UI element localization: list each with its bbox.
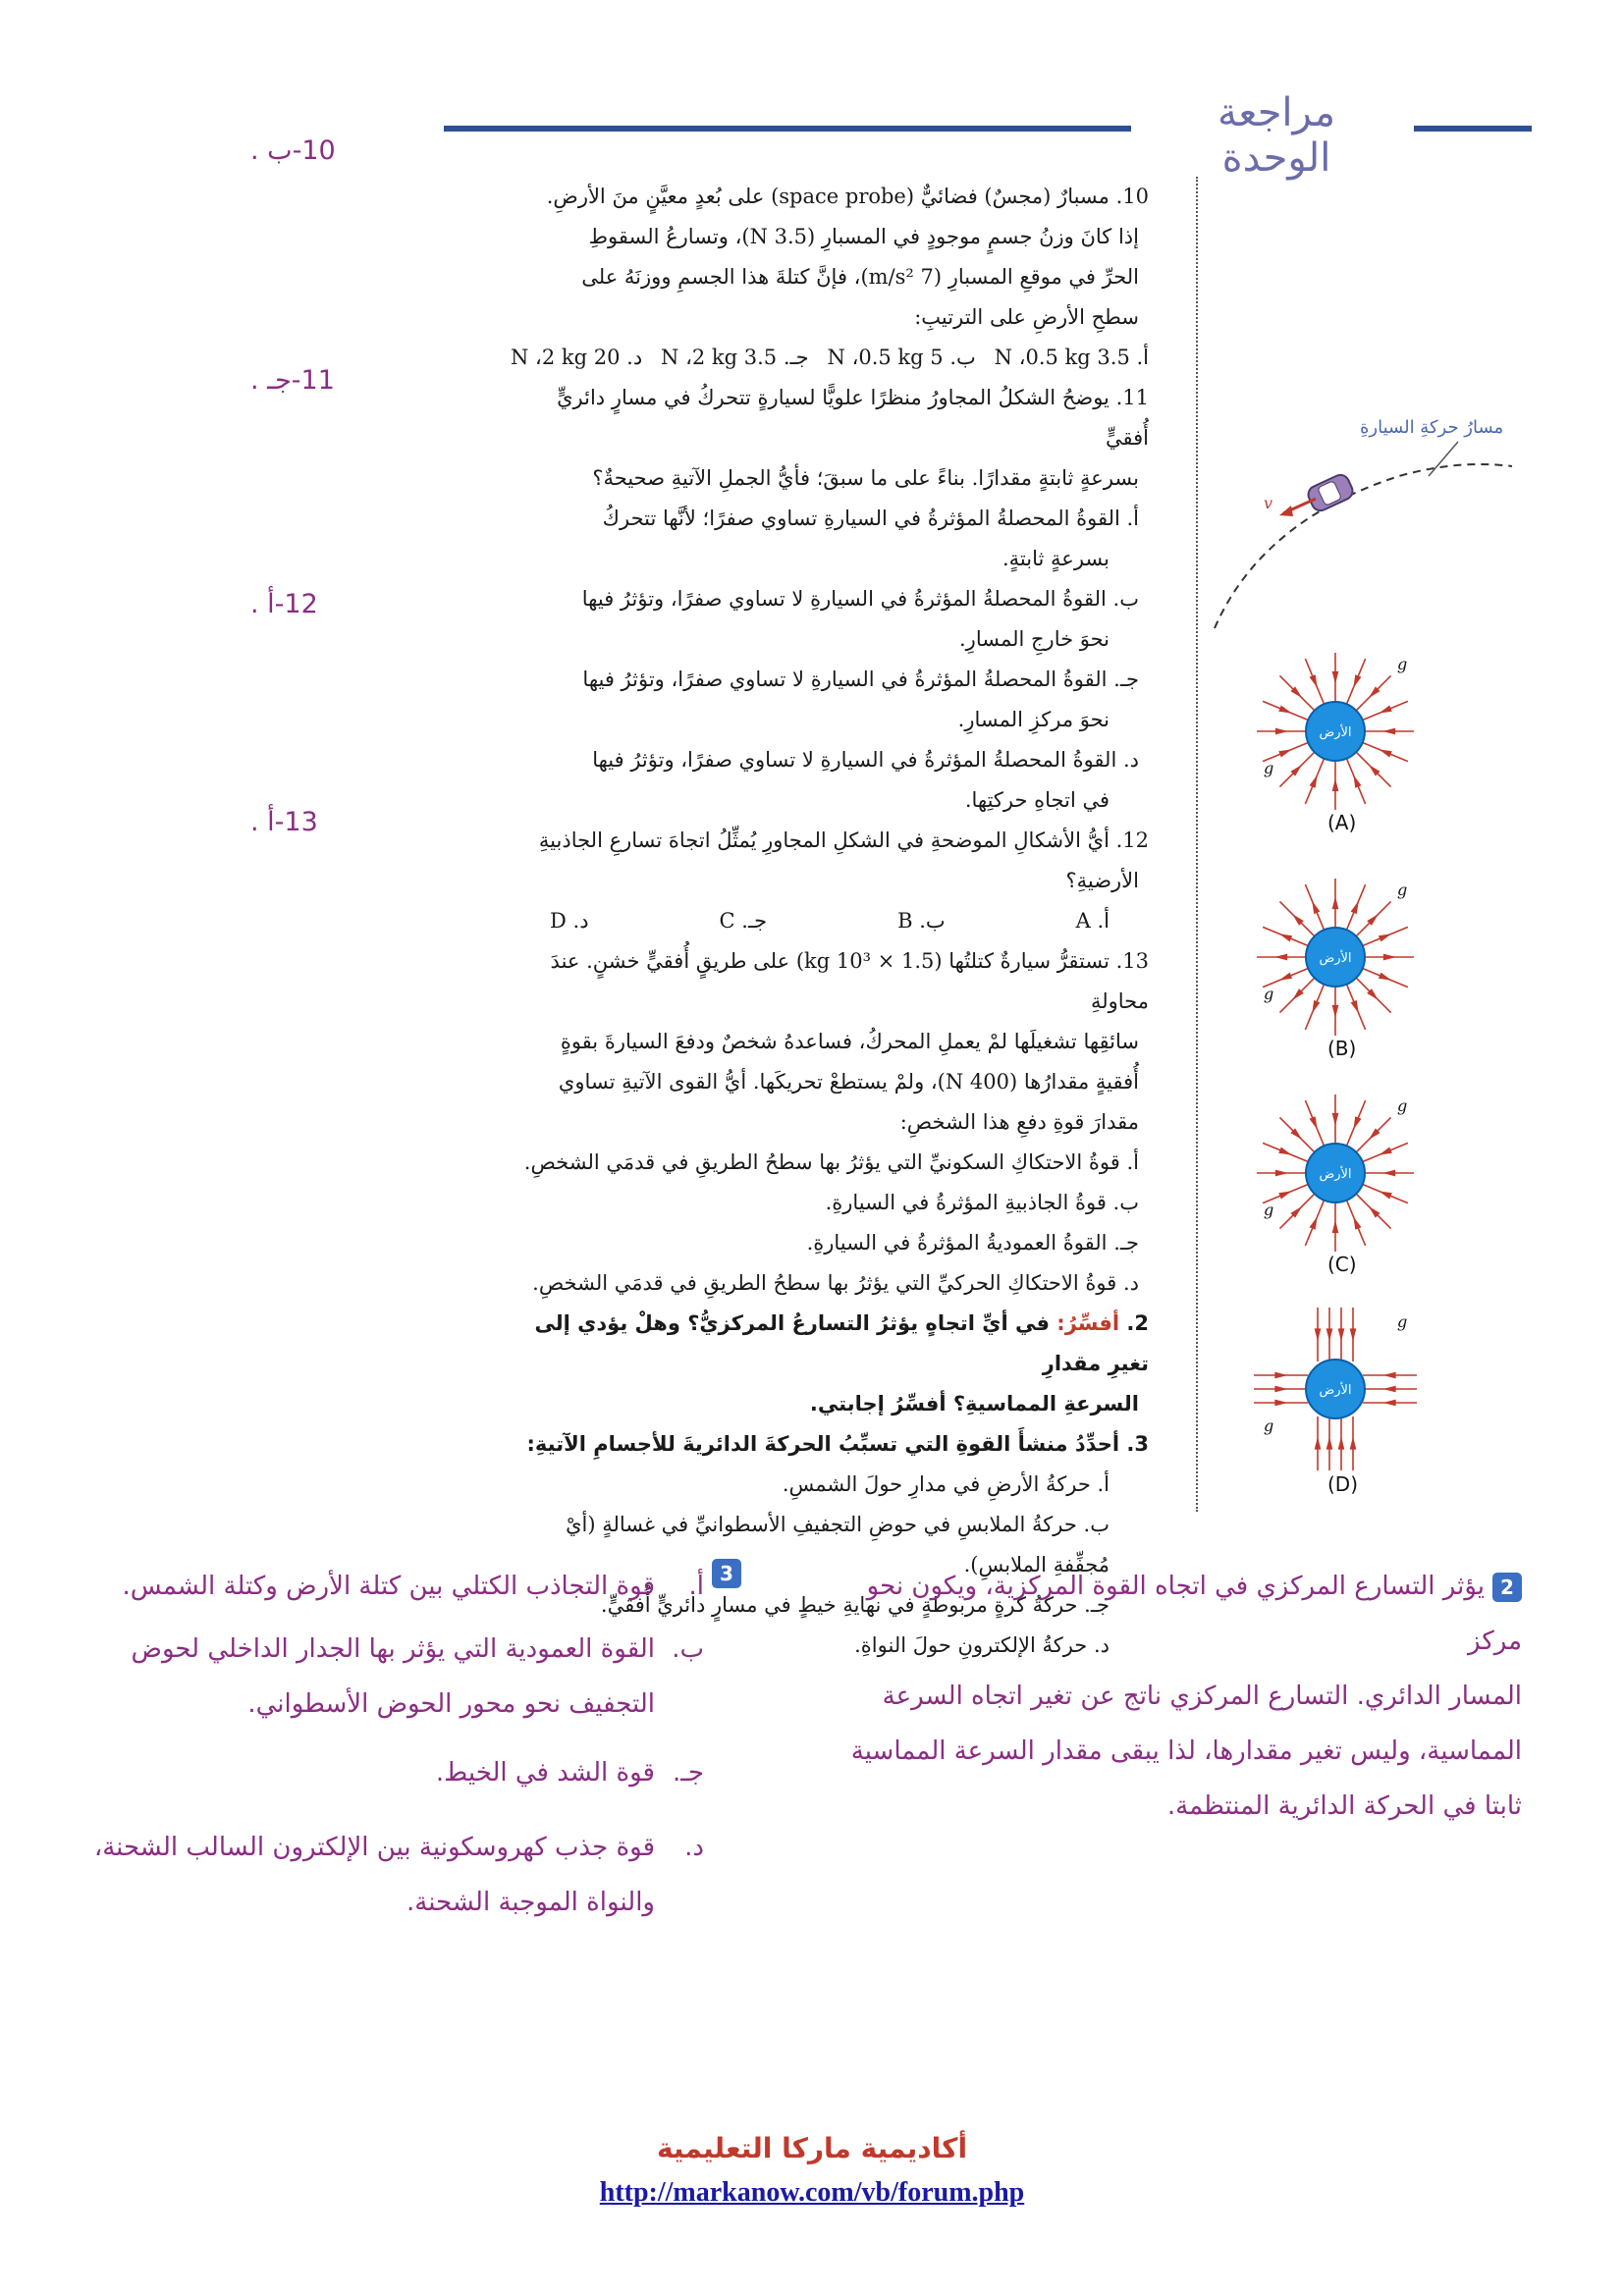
header-rule-left — [444, 126, 1131, 132]
answer-text: يؤثر التسارع المركزي في اتجاه القوة المركزية، ويكون نحو مركز — [866, 1572, 1522, 1656]
option-line: أ. حركةُ الأرضِ في مدارِ حولَ الشمسِ. — [782, 1472, 1110, 1496]
earth-label: الأرض — [1319, 1383, 1352, 1398]
gravity-figure-c — [1252, 1090, 1419, 1260]
field-arrowhead — [1274, 1386, 1287, 1393]
question-line: سطحِ الأرضِ على الترتيبِ: — [914, 305, 1139, 329]
footer-academy: أكاديمية ماركا التعليمية — [656, 2132, 968, 2164]
answer-number-badge: 2 — [1492, 1573, 1522, 1602]
field-arrowhead — [1332, 778, 1339, 791]
field-arrowhead — [1332, 1005, 1339, 1018]
answer-line — [54, 1622, 741, 1677]
earth-label: الأرض — [1319, 951, 1352, 966]
field-arrowhead — [1338, 1328, 1345, 1341]
field-arrowhead — [1312, 901, 1320, 914]
choices-row — [511, 901, 1149, 941]
question-2 — [511, 1304, 1149, 1424]
option-line: بسرعةٍ ثابتةٍ. — [1002, 547, 1110, 570]
question-line: 10. مسبارٌ (مجسٌ) فضائيٌّ (space probe) على بُعدٍ معيَّنٍ منَ الأرضِ. — [546, 185, 1149, 208]
answer-line: ثابتا في الحركة الدائرية المنتظمة. — [1166, 1791, 1522, 1821]
question-text: في أيِّ اتجاهٍ يؤثرُ التسارعُ المركزيُّ؟ وهلْ يؤدي إلى تغيرِ مقدارِ — [534, 1311, 1149, 1375]
answer-line: المسار الدائري. التسارع المركزي ناتج عن تغير اتجاه السرعة — [882, 1682, 1522, 1711]
option-line: د. قوةُ الاحتكاكِ الحركيِّ التي يؤثرُ بها سطحُ الطريقِ في قدمَي الشخصِ. — [532, 1271, 1139, 1295]
answer-3-block — [54, 1559, 741, 1930]
answer-line — [815, 1559, 1522, 1669]
header-rule-right — [1414, 126, 1532, 132]
field-arrowhead — [1351, 1000, 1359, 1013]
question-10 — [511, 177, 1149, 378]
option-line: د. حركةُ الإلكترونِ حولَ النواةِ. — [854, 1633, 1110, 1657]
field-arrowhead — [1353, 1116, 1361, 1129]
field-arrowhead — [1275, 728, 1288, 735]
g-label: g — [1264, 1416, 1274, 1435]
field-arrowhead — [1332, 896, 1339, 909]
car-icon — [1306, 472, 1356, 513]
question-line: سائقِها تشغيلَها لمْ يعملِ المحركُ، فساعدهُ شخصٌ ودفعَ السيارةَ بقوةٍ — [560, 1030, 1139, 1053]
option-line: د. القوةُ المحصلةُ المؤثرةُ في السيارةِ لا تساوي صفرًا، وتؤثرُ فيها — [592, 748, 1139, 772]
field-arrowhead — [1383, 1386, 1396, 1393]
field-arrowhead — [1379, 1148, 1391, 1155]
gravity-figure-a — [1252, 648, 1419, 819]
answer-line — [54, 1745, 741, 1800]
option-line: نحوَ مركزِ المسارِ. — [957, 708, 1110, 731]
field-arrowhead — [1353, 674, 1361, 687]
question-11 — [511, 378, 1149, 821]
answer-key-11: 11-جـ . — [250, 365, 335, 396]
field-arrowhead — [1279, 934, 1292, 941]
field-arrowhead — [1332, 1220, 1339, 1233]
field-arrowhead — [1353, 774, 1361, 787]
g-label: g — [1264, 759, 1274, 777]
field-arrowhead — [1379, 749, 1391, 757]
field-arrowhead — [1315, 1328, 1322, 1341]
figure-label-a: (A) — [1327, 811, 1357, 834]
figure-label-d: (D) — [1327, 1472, 1359, 1496]
answer-line: والنواة الموجبة الشحنة. — [406, 1888, 655, 1917]
answer-number-badge: 3 — [712, 1559, 741, 1588]
field-arrowhead — [1310, 774, 1318, 787]
option-line: جـ. القوةُ المحصلةُ المؤثرةُ في السيارةِ لا تساوي صفرًا، وتؤثرُ فيها — [582, 667, 1139, 691]
field-arrowhead — [1326, 1437, 1333, 1450]
field-arrowhead — [1310, 1116, 1318, 1129]
caption-pointer — [1429, 442, 1458, 476]
option-line: جـ. القوةُ العموديةُ المؤثرةُ في السيارةِ. — [806, 1231, 1139, 1255]
question-tag: أفسِّرُ: — [1056, 1311, 1120, 1335]
answer-text: القوة العمودية التي يؤثر بها الجدار الداخلي لحوض — [131, 1634, 655, 1664]
field-arrowhead — [1379, 973, 1391, 981]
option-line: أ. قوةُ الاحتكاكِ السكونيِّ التي يؤثرُ بها سطحُ الطريقِ في قدمَي الشخصِ. — [523, 1150, 1139, 1174]
field-arrowhead — [1351, 901, 1359, 914]
field-arrowhead — [1338, 1437, 1345, 1450]
field-arrowhead — [1332, 671, 1339, 684]
field-arrowhead — [1326, 1328, 1333, 1341]
field-arrowhead — [1382, 1170, 1395, 1177]
option-line: ب. حركةُ الملابسِ في حوضِ التجفيفِ الأسطوانيِّ في غسالةٍ (أيْ مُجفِّفةِ الملابسِ). — [566, 1513, 1110, 1576]
field-arrowhead — [1278, 706, 1291, 714]
g-label: g — [1397, 881, 1408, 899]
field-arrowhead — [1379, 1191, 1391, 1199]
field-arrowhead — [1383, 954, 1396, 961]
question-line: مقدارَ قوةِ دفعِ هذا الشخصِ: — [899, 1110, 1139, 1134]
option-line: ب. قوةُ الجاذبيةِ المؤثرةُ في السيارةِ. — [825, 1191, 1139, 1214]
field-arrowhead — [1279, 973, 1292, 981]
field-arrowhead — [1350, 1328, 1357, 1341]
car-path-figure — [1203, 422, 1517, 638]
question-tag: أحدِّدُ — [1074, 1432, 1120, 1456]
question-number: 3. — [1126, 1432, 1149, 1456]
field-arrowhead — [1278, 749, 1291, 757]
answer-text: قوة جذب كهروسكونية بين الإلكترون السالب الشحنة، — [93, 1833, 655, 1862]
answer-key-13: 13-أ . — [250, 807, 318, 837]
field-arrowhead — [1274, 1400, 1287, 1407]
field-arrowhead — [1310, 674, 1318, 687]
option-line: جـ. حركةُ كرةٍ مربوطةٍ في نهايةِ خيطٍ في مسارٍ دائريٍّ أُفقيٍّ. — [600, 1593, 1110, 1617]
field-arrowhead — [1383, 1372, 1396, 1379]
gravity-figure-d — [1252, 1306, 1419, 1476]
answer-letter: جـ. — [673, 1758, 704, 1788]
circular-path — [1215, 464, 1512, 628]
answer-line — [54, 1820, 741, 1875]
question-line: إذا كانَ وزنُ جسمٍ موجودٍ في المسبارِ (3.5 N)، وتسارعُ السقوطِ — [588, 225, 1139, 248]
answer-line: المماسية، وليس تغير مقدارها، لذا يبقى مقدار السرعة المماسية — [850, 1736, 1522, 1766]
answer-text: قوة التجاذب الكتلي بين كتلة الأرض وكتلة الشمس. — [122, 1572, 655, 1601]
question-line — [511, 1304, 1149, 1384]
choice: جـ. 3.5 N ،2 kg — [661, 346, 809, 369]
choice: د. D — [550, 909, 589, 933]
answer-key-12: 12-أ . — [250, 589, 318, 619]
field-arrowhead — [1379, 934, 1391, 941]
velocity-label: v — [1264, 494, 1273, 512]
answer-text: قوة الشد في الخيط. — [435, 1758, 655, 1788]
field-arrowhead — [1278, 1148, 1291, 1155]
footer-url[interactable]: http://markanow.com/vb/forum.php — [599, 2177, 1025, 2208]
answer-line — [54, 1559, 741, 1614]
field-arrowhead — [1274, 1372, 1287, 1379]
answer-key-10: 10-ب . — [250, 135, 336, 166]
g-label: g — [1397, 1096, 1408, 1115]
figure-label-c: (C) — [1327, 1253, 1357, 1276]
option-line: نحوَ خارجِ المسارِ. — [959, 627, 1110, 651]
earth-label: الأرض — [1319, 1167, 1352, 1182]
choice: أ. A — [1075, 909, 1110, 933]
questions-column — [511, 177, 1149, 1666]
field-arrowhead — [1332, 1113, 1339, 1126]
option-line: ب. القوةُ المحصلةُ المؤثرةُ في السيارةِ لا تساوي صفرًا، وتؤثرُ فيها — [581, 587, 1139, 611]
question-number: 2. — [1126, 1311, 1149, 1335]
question-text: منشأَ القوةِ التي تسبِّبُ الحركةَ الدائريةَ للأجسامِ الآتيةِ: — [526, 1432, 1068, 1456]
question-line: 12. أيُّ الأشكالِ الموضحةِ في الشكلِ المجاورِ يُمثِّلُ اتجاهَ تسارعِ الجاذبيةِ — [538, 828, 1149, 852]
field-arrowhead — [1278, 1191, 1291, 1199]
choice: جـ. C — [719, 909, 768, 933]
choice: د. 20 N ،2 kg — [511, 346, 643, 369]
g-label: g — [1397, 1312, 1408, 1331]
question-line: السرعةِ المماسيةِ؟ أفسِّرُ إجابتي. — [809, 1392, 1139, 1415]
field-arrowhead — [1310, 1216, 1318, 1229]
choice: ب. 5 N ،0.5 kg — [827, 346, 976, 369]
option-line: أ. القوةُ المحصلةُ المؤثرةُ في السيارةِ تساوي صفرًا؛ لأنَّها تتحركُ — [602, 507, 1139, 530]
question-line: الأرضيةِ؟ — [1065, 869, 1139, 892]
g-label: g — [1264, 1201, 1274, 1219]
answer-line: التجفيف نحو محور الحوض الأسطواني. — [247, 1689, 655, 1719]
figure-label-b: (B) — [1327, 1037, 1357, 1060]
g-label: g — [1264, 985, 1274, 1003]
page-title: مراجعة الوحدة — [1217, 90, 1336, 181]
field-arrowhead — [1379, 706, 1391, 714]
answer-letter: د. — [684, 1833, 704, 1862]
answer-letter: أ. — [688, 1572, 704, 1601]
field-arrowhead — [1275, 1170, 1288, 1177]
answer-2-block — [815, 1559, 1522, 1834]
choices-row — [511, 338, 1149, 378]
column-divider — [1196, 177, 1198, 1512]
field-arrowhead — [1274, 954, 1287, 961]
field-arrowhead — [1350, 1437, 1357, 1450]
g-label: g — [1397, 655, 1408, 673]
field-arrowhead — [1382, 728, 1395, 735]
choice: ب. B — [897, 909, 946, 933]
answer-letter: ب. — [672, 1634, 704, 1664]
field-arrowhead — [1312, 1000, 1320, 1013]
field-arrowhead — [1383, 1400, 1396, 1407]
gravity-figure-b — [1252, 874, 1419, 1044]
choice: أ. 3.5 N ،0.5 kg — [994, 346, 1149, 369]
car-path-caption: مسارُ حركةِ السيارةِ — [1360, 417, 1504, 438]
field-arrowhead — [1353, 1216, 1361, 1229]
question-line — [511, 1424, 1149, 1465]
question-line: أُفقيةٍ مقدارُها (400 N)، ولمْ يستطعْ تحريكَها. أيُّ القوى الآتيةِ تساوي — [558, 1070, 1139, 1094]
question-line: بسرعةٍ ثابتةٍ مقدارًا. بناءً على ما سبقَ؛ فأيُّ الجملِ الآتيةِ صحيحةٌ؟ — [592, 466, 1139, 490]
earth-label: الأرض — [1319, 725, 1352, 740]
question-12 — [511, 821, 1149, 941]
question-line: الحرِّ في موقعِ المسبارِ (7 m/s²)، فإنَّ كتلةَ هذا الجسمِ ووزنَهُ على — [581, 265, 1139, 289]
option-line: في اتجاهِ حركتِها. — [964, 788, 1110, 812]
question-line: 13. تستقرُّ سيارةٌ كتلتُها (1.5 × 10³ kg) على طريقٍ أُفقيٍّ خشنٍ. عندَ محاولةِ — [550, 949, 1149, 1013]
question-line: 11. يوضحُ الشكلُ المجاورُ منظرًا علويًّا لسيارةٍ تتحركُ في مسارٍ دائريٍّ أُفقيٍّ — [557, 386, 1149, 450]
question-13 — [511, 941, 1149, 1304]
field-arrowhead — [1315, 1437, 1322, 1450]
